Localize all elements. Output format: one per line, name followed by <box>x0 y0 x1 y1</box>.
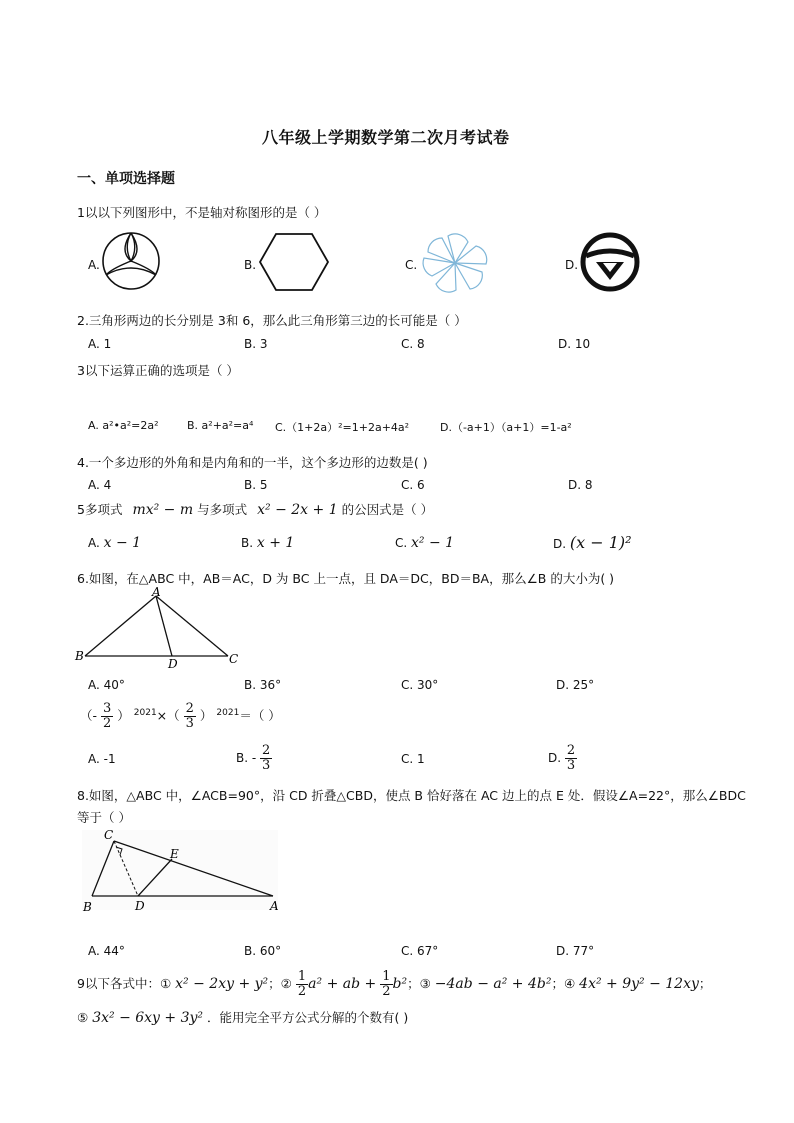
section-heading: 一、单项选择题 <box>77 171 175 187</box>
q2-option-d: D. 10 <box>558 337 591 351</box>
q9-circle-5: ⑤ <box>77 1010 89 1025</box>
q7-frac1-num: 3 <box>103 701 112 716</box>
q6-option-b: B. 36° <box>244 678 282 692</box>
page-title: 八年级上学期数学第二次月考试卷 <box>262 128 510 147</box>
q7-mid: ） <box>117 708 130 723</box>
q8-label-d: D <box>135 899 145 913</box>
q7-option-d-label: D. <box>548 751 562 765</box>
q5-option-b-expr: x + 1 <box>256 535 295 551</box>
q7-frac2-den: 3 <box>185 716 194 731</box>
question-9-stem-line-1 <box>77 970 711 999</box>
q9-half1-den: 2 <box>297 984 307 999</box>
q9-sep-2: ；② <box>268 976 292 991</box>
q9-half-1 <box>296 970 308 999</box>
q7-tail: ＝（ ） <box>239 708 281 723</box>
q1-option-b-label: B. <box>244 258 257 272</box>
q9-expr-1: x² − 2xy + y² <box>175 976 269 992</box>
q1-option-a-label: A. <box>88 258 100 272</box>
q7-times: ×（ <box>156 708 180 723</box>
q6-label-b: B <box>75 649 84 663</box>
q7-close: ） <box>199 708 213 723</box>
q7-optd-den: 3 <box>566 758 576 773</box>
q8-option-c: C. 67° <box>401 944 439 958</box>
q3-option-b: B. a²+a²=a⁴ <box>187 419 254 432</box>
q1-figure-logo <box>578 232 642 292</box>
q3-option-c: C.（1+2a）²=1+2a+4a² <box>275 421 410 434</box>
q5-option-d-label: D. <box>553 537 567 551</box>
q1-figure-pinwheel <box>420 232 490 294</box>
q4-option-d: D. 8 <box>568 478 593 492</box>
q8-option-a: A. 44° <box>88 944 125 958</box>
q9-half2-den: 2 <box>382 984 391 999</box>
q9-expr-5: 3x² − 6xy + 3y² <box>92 1010 204 1026</box>
q6-label-a: A <box>152 587 161 599</box>
q7-option-a: A. -1 <box>88 752 116 766</box>
q6-option-c: C. 30° <box>401 678 439 692</box>
q7-frac1-den: 2 <box>103 716 112 731</box>
q6-label-d: D <box>168 657 178 669</box>
q5-option-c-expr: x² − 1 <box>411 535 455 551</box>
q8-triangle-figure <box>78 826 280 916</box>
q8-label-e: E <box>170 847 179 861</box>
q8-label-c: C <box>104 828 114 842</box>
q5-option-b-label: B. <box>241 536 254 550</box>
q5-option-c-label: C. <box>395 536 408 550</box>
q4-option-b: B. 5 <box>244 478 268 492</box>
q8-option-b: B. 60° <box>244 944 282 958</box>
q8-label-b: B <box>83 900 92 914</box>
question-5-stem <box>77 500 433 518</box>
q1-figure-hexagon <box>258 232 330 292</box>
q7-option-b-label: B. - <box>236 751 257 765</box>
q9-expr-2a: a² + ab + <box>308 976 377 992</box>
q7-option-b-fraction <box>260 744 272 773</box>
q7-optb-num: 2 <box>262 743 271 758</box>
q2-option-a: A. 1 <box>88 337 112 351</box>
q9-prefix: 9以下各式中：① <box>77 976 172 991</box>
q5-expr-2: x² − 2x + 1 <box>257 502 338 518</box>
q1-option-d-label: D. <box>565 258 579 272</box>
question-7-stem <box>80 702 281 731</box>
q6-option-a: A. 40° <box>88 678 125 692</box>
q6-option-d: D. 25° <box>556 678 595 692</box>
q5-option-a-label: A. <box>88 536 100 550</box>
q7-exp-1: 2021 <box>133 707 157 718</box>
q5-expr-1: mx² − m <box>132 502 194 518</box>
q2-option-c: C. 8 <box>401 337 425 351</box>
q5-suffix: 的公因式是（ ） <box>341 502 434 517</box>
q3-option-d: D.（-a+1）（a+1）=1-a² <box>440 421 572 434</box>
q7-fraction-2 <box>184 702 196 731</box>
q5-prefix: 5多项式 <box>77 502 123 517</box>
q7-option-d-fraction <box>565 744 577 773</box>
q5-option-b <box>241 535 294 551</box>
q5-mid: 与多项式 <box>197 502 248 517</box>
q7-optd-num: 2 <box>566 743 576 758</box>
q2-option-b: B. 3 <box>244 337 268 351</box>
q9-half1-num: 1 <box>297 969 307 984</box>
q9-expr-4: 4x² + 9y² − 12xy <box>579 976 699 992</box>
q9-expr-3: −4ab − a² + 4b² <box>434 976 552 992</box>
question-9-stem-line-2 <box>77 1008 408 1026</box>
q7-exp-2: 2021 <box>216 707 240 718</box>
q6-triangle-figure <box>73 587 248 669</box>
q5-option-c <box>395 535 454 551</box>
q9-expr-2b: b² <box>392 976 408 992</box>
q9-sep-5: ； <box>698 976 712 991</box>
question-8-stem-line-2: 等于（ ） <box>77 810 131 825</box>
q7-open: （- <box>80 708 98 723</box>
q9-sep-3: ；③ <box>407 976 431 991</box>
q7-optb-den: 3 <box>262 758 271 773</box>
q9-half-2 <box>380 970 392 999</box>
q9-half2-num: 1 <box>382 969 391 984</box>
q7-option-d <box>548 744 577 773</box>
question-6-stem: 6.如图，在△ABC 中，AB＝AC，D 为 BC 上一点，且 DA＝DC，BD＝BA，那么∠B 的大小为( ) <box>77 571 615 586</box>
q4-option-c: C. 6 <box>401 478 425 492</box>
q7-option-b <box>236 744 272 773</box>
q3-option-a: A. a²•a²=2a² <box>88 419 159 432</box>
q5-option-d-expr: (x − 1)² <box>569 533 632 552</box>
q8-label-a: A <box>270 899 279 913</box>
q5-option-a <box>88 535 141 551</box>
q9-suffix: ．能用完全平方公式分解的个数有( ) <box>207 1010 409 1025</box>
q7-option-c: C. 1 <box>401 752 425 766</box>
question-8-stem-line-1: 8.如图，△ABC 中，∠ACB=90°，沿 CD 折叠△CBD，使点 B 恰好落在 AC 边上的点 E 处．假设∠A=22°，那么∠BDC <box>77 788 746 803</box>
question-2-stem: 2.三角形两边的长分别是 3和 6，那么此三角形第三边的长可能是（ ） <box>77 313 467 328</box>
question-1-stem: 1以以下列图形中，不是轴对称图形的是（ ） <box>77 205 327 220</box>
q5-option-d <box>553 533 632 552</box>
q7-fraction-1 <box>101 702 113 731</box>
q8-option-d: D. 77° <box>556 944 595 958</box>
q1-figure-circles <box>101 231 161 291</box>
question-3-stem: 3以下运算正确的选项是（ ） <box>77 363 239 378</box>
question-4-stem: 4.一个多边形的外角和是内角和的一半，这个多边形的边数是( ) <box>77 455 428 470</box>
q5-option-a-expr: x − 1 <box>103 535 142 551</box>
q4-option-a: A. 4 <box>88 478 112 492</box>
q1-option-c-label: C. <box>405 258 418 272</box>
q7-frac2-num: 2 <box>185 701 194 716</box>
q9-sep-4: ；④ <box>551 976 576 991</box>
q6-label-c: C <box>229 652 239 666</box>
